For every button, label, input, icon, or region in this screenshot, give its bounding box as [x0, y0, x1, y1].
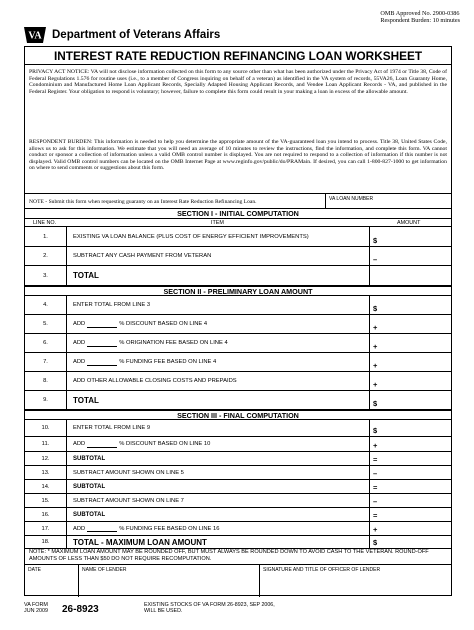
worksheet-row	[25, 536, 451, 549]
operator-symbol: $	[373, 538, 378, 547]
amount-field[interactable]	[369, 372, 451, 390]
line-item: ADD % FUNDING FEE BASED ON LINE 4	[73, 359, 217, 365]
line-number: 10.	[25, 420, 67, 436]
amount-field[interactable]	[369, 391, 451, 409]
note-row	[25, 193, 451, 209]
amount-field[interactable]	[369, 334, 451, 352]
line-number: 18.	[25, 536, 67, 548]
operator-symbol: $	[373, 399, 378, 408]
amount-field[interactable]	[369, 437, 451, 451]
amount-field[interactable]	[369, 508, 451, 521]
operator-symbol: =	[373, 511, 378, 520]
worksheet-row	[25, 508, 451, 522]
amount-field[interactable]	[369, 315, 451, 333]
line-number: 4.	[25, 296, 67, 314]
department-name: Department of Veterans Affairs	[52, 29, 221, 41]
line-item: EXISTING VA LOAN BALANCE (PLUS COST OF ENERGY EFFICIENT IMPROVEMENTS)	[73, 233, 309, 240]
col-line-no: LINE NO.	[33, 220, 57, 226]
date-label: DATE	[28, 567, 41, 573]
line-item: ADD % FUNDING FEE BASED ON LINE 16	[73, 525, 220, 532]
percent-input[interactable]	[87, 441, 117, 448]
line-number: 8.	[25, 372, 67, 390]
line-item: SUBTOTAL	[73, 483, 106, 490]
line-item: ADD % DISCOUNT BASED ON LINE 4	[73, 321, 208, 327]
line-item: ADD OTHER ALLOWABLE CLOSING COSTS AND PREPAIDS	[73, 378, 237, 384]
percent-input[interactable]	[87, 340, 117, 347]
worksheet-row	[25, 522, 451, 536]
percent-input[interactable]	[87, 321, 117, 328]
line-number: 6.	[25, 334, 67, 352]
amount-field[interactable]	[369, 466, 451, 479]
worksheet-row	[25, 437, 451, 452]
line-number: 9.	[25, 391, 67, 409]
operator-symbol: +	[373, 525, 378, 534]
line-item: ENTER TOTAL FROM LINE 9	[73, 425, 151, 431]
lender-name-field[interactable]	[79, 565, 260, 597]
section-1-title: SECTION I - INITIAL COMPUTATION	[25, 209, 451, 219]
operator-symbol: +	[373, 323, 378, 332]
operator-symbol: +	[373, 342, 378, 351]
worksheet-row	[25, 480, 451, 494]
percent-input[interactable]	[87, 525, 117, 532]
worksheet-row	[25, 372, 451, 391]
supersedes-note: EXISTING STOCKS OF VA FORM 26-8923, SEP 2006, WILL BE USED.	[144, 602, 275, 614]
line-item: SUBTOTAL	[73, 455, 106, 462]
line-item: SUBTRACT ANY CASH PAYMENT FROM VETERAN	[73, 253, 212, 259]
worksheet-row	[25, 266, 451, 286]
operator-symbol: =	[373, 483, 378, 492]
line-item: SUBTOTAL	[73, 511, 106, 518]
worksheet-row	[25, 296, 451, 315]
worksheet-row	[25, 247, 451, 266]
worksheet-row	[25, 494, 451, 508]
operator-symbol: $	[373, 426, 378, 435]
column-headers	[25, 219, 451, 227]
amount-field[interactable]	[369, 494, 451, 507]
line-number: 16.	[25, 508, 67, 521]
line-number: 1.	[25, 227, 67, 246]
operator-symbol: =	[373, 455, 378, 464]
operator-symbol: –	[373, 469, 378, 478]
officer-signature-field[interactable]	[260, 565, 453, 597]
worksheet-row	[25, 353, 451, 372]
line-number: 2.	[25, 247, 67, 265]
amount-field[interactable]	[369, 536, 451, 548]
respondent-burden-notice: RESPONDENT BURDEN: This information is needed to help you determine the appropriate amount of the VA-guaranteed loan you intend to process. Title 38, United States Code, allows us to ask for this information. We estimate that you will need an average of 10 minutes to review the instructions, find the information, and complete this form. VA cannot conduct or sponsor a collection of information unless a valid OMB control number is displayed. You are not required to respond to a collection of information if this number is not displayed. Valid OMB control numbers can be located on the OMB Internet Page at www.reginfo.gov/public/do/PRAMain. If desired, you can call 1-800-827-1000 to get information on where to send comments or suggestions about this form.	[29, 139, 447, 171]
amount-field[interactable]	[369, 480, 451, 493]
operator-symbol: $	[373, 304, 378, 313]
form-number: 26-8923	[62, 604, 99, 615]
line-item: TOTAL - MAXIMUM LOAN AMOUNT	[73, 537, 207, 547]
col-amount: AMOUNT	[397, 220, 421, 226]
form-date: JUN 2009	[24, 608, 48, 614]
line-item: ADD % DISCOUNT BASED ON LINE 10	[73, 441, 211, 447]
worksheet-row	[25, 315, 451, 334]
line-item: SUBTRACT AMOUNT SHOWN ON LINE 5	[73, 469, 184, 476]
worksheet-row	[25, 391, 451, 410]
worksheet-form	[24, 46, 452, 596]
svg-text:VA: VA	[28, 30, 42, 42]
line-number: 15.	[25, 494, 67, 507]
va-form-label: VA FORM	[24, 602, 48, 608]
respondent-burden: Respondent Burden: 10 minutes	[380, 17, 460, 24]
line-number: 5.	[25, 315, 67, 333]
line-number: 17.	[25, 522, 67, 535]
line-item: ENTER TOTAL FROM LINE 3	[73, 302, 151, 308]
lender-name-label: NAME OF LENDER	[82, 567, 127, 573]
amount-field[interactable]	[369, 353, 451, 371]
line-number: 11.	[25, 437, 67, 451]
amount-field[interactable]	[369, 227, 451, 246]
va-logo-icon	[24, 27, 46, 43]
form-header	[24, 24, 452, 46]
submit-note: NOTE - Submit this form when requesting guaranty on an Interest Rate Reduction Refinancing Loan.	[29, 199, 257, 205]
amount-field[interactable]	[369, 522, 451, 535]
section-3-title: SECTION III - FINAL COMPUTATION	[25, 410, 451, 420]
signature-row	[25, 564, 451, 597]
amount-field[interactable]	[369, 420, 451, 436]
operator-symbol: –	[373, 497, 378, 506]
line-number: 13.	[25, 466, 67, 479]
privacy-act-notice: PRIVACY ACT NOTICE: VA will not disclose information collected on this form to any source other than what has been authorized under the Privacy Act of 1974 or Title 38, Code of Federal Regulations 1.576 for routine uses (i.e., to a member of Congress inquiring on behalf of a veteran) as identified in the VA system of records, 55VA26, Loan Guaranty Home, Condominium and Manufactured Home Loan Applicant Records, Specially Adapted Housing Applicant Records, and Vendee Loan Applicant Records - VA, and published in the Federal Register. Your obligation to respond is voluntary; however, failure to complete this form could result in your making a loan in excess of the allowable amount.	[29, 69, 447, 95]
line-item: ADD % ORIGINATION FEE BASED ON LINE 4	[73, 340, 228, 346]
form-title: INTEREST RATE REDUCTION REFINANCING LOAN WORKSHEET	[25, 47, 451, 65]
va-loan-number-label: VA LOAN NUMBER	[329, 196, 374, 202]
line-number: 14.	[25, 480, 67, 493]
worksheet-row	[25, 334, 451, 353]
operator-symbol: –	[373, 255, 378, 264]
form-footer	[24, 600, 452, 626]
operator-symbol: +	[373, 441, 378, 450]
worksheet-row	[25, 227, 451, 247]
amount-field[interactable]	[369, 296, 451, 314]
line-item: TOTAL	[73, 271, 99, 280]
line-item: SUBTRACT AMOUNT SHOWN ON LINE 7	[73, 497, 184, 504]
line-number: 12.	[25, 452, 67, 465]
percent-input[interactable]	[87, 359, 117, 366]
operator-symbol: +	[373, 380, 378, 389]
section-2-title: SECTION II - PRELIMINARY LOAN AMOUNT	[25, 286, 451, 296]
officer-signature-label: SIGNATURE AND TITLE OF OFFICER OF LENDER	[263, 567, 381, 573]
amount-field[interactable]	[369, 452, 451, 465]
date-field[interactable]	[25, 565, 79, 597]
form-id	[24, 602, 48, 614]
line-number: 7.	[25, 353, 67, 371]
operator-symbol: +	[373, 361, 378, 370]
line-item: TOTAL	[73, 395, 99, 405]
col-item: ITEM	[211, 220, 224, 226]
amount-field[interactable]	[369, 247, 451, 265]
omb-approved-number: OMB Approved No. 2900-0386	[380, 10, 460, 17]
operator-symbol: $	[373, 236, 378, 245]
round-off-note: NOTE: * MAXIMUM LOAN AMOUNT MAY BE ROUNDED OFF, BUT MUST ALWAYS BE ROUNDED DOWN TO AVOID CASH TO THE VETERAN. ROUND-OFF AMOUNTS OF LESS THAN $50 DO NOT REQUIRE RECOMPUTATION.	[29, 549, 429, 562]
line-number: 3.	[25, 266, 67, 285]
worksheet-row	[25, 420, 451, 437]
omb-info	[380, 10, 460, 24]
worksheet-row	[25, 466, 451, 480]
amount-field[interactable]	[369, 266, 451, 285]
worksheet-row	[25, 452, 451, 466]
